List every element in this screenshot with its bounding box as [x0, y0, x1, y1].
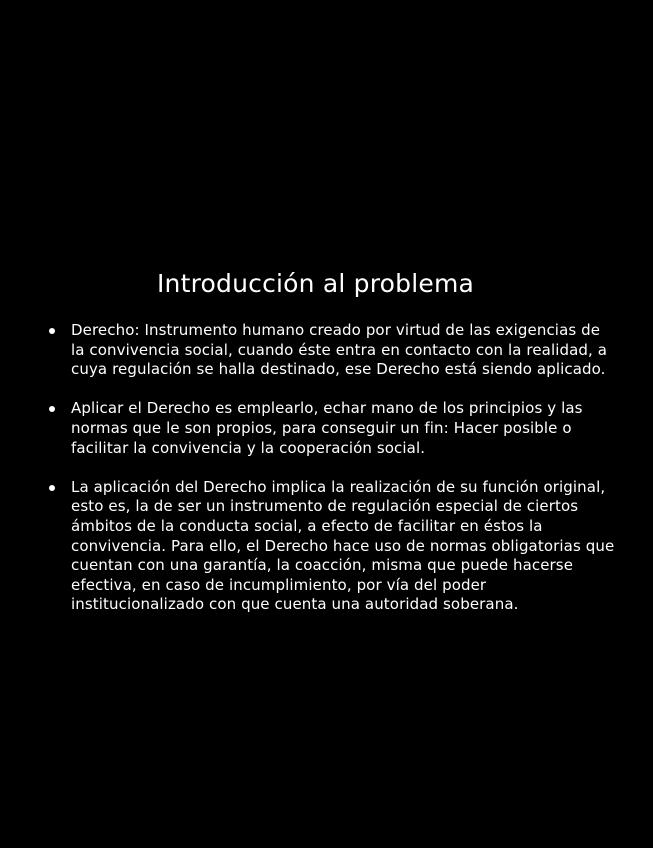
- bullet-text: Derecho: Instrumento humano creado por virtud de las exigencias de la convivencia social, cuando éste entra en contacto con la realidad, a cuya regulación se halla destinado, ese Derecho está siendo aplicado.: [71, 321, 608, 379]
- bullet-dot-icon: [49, 485, 55, 491]
- bullet-item: [46, 321, 618, 380]
- slide-title: Introducción al problema: [156, 269, 475, 298]
- bullet-dot-icon: [49, 406, 55, 412]
- bullet-dot-icon: [49, 328, 55, 334]
- bullet-text: Aplicar el Derecho es emplearlo, echar mano de los principios y las normas que le son propios, para conseguir un fin: Hacer posible o facilitar la convivencia y la cooperación social.: [71, 399, 583, 457]
- bullet-item: [46, 399, 618, 458]
- bullet-list: [46, 321, 618, 635]
- bullet-item: [46, 478, 618, 615]
- bullet-text: La aplicación del Derecho implica la realización de su función original, esto es, la de ser un instrumento de regulación especial de ciertos ámbitos de la conducta social, a efecto de facilitar en éstos la convivencia. Para ello, el Derecho hace uso de normas obligatorias que cuentan con una garantía, la coacción, misma que puede hacerse efectiva, en caso de incumplimiento, por vía del poder institucionalizado con que cuenta una autoridad soberana.: [71, 477, 615, 614]
